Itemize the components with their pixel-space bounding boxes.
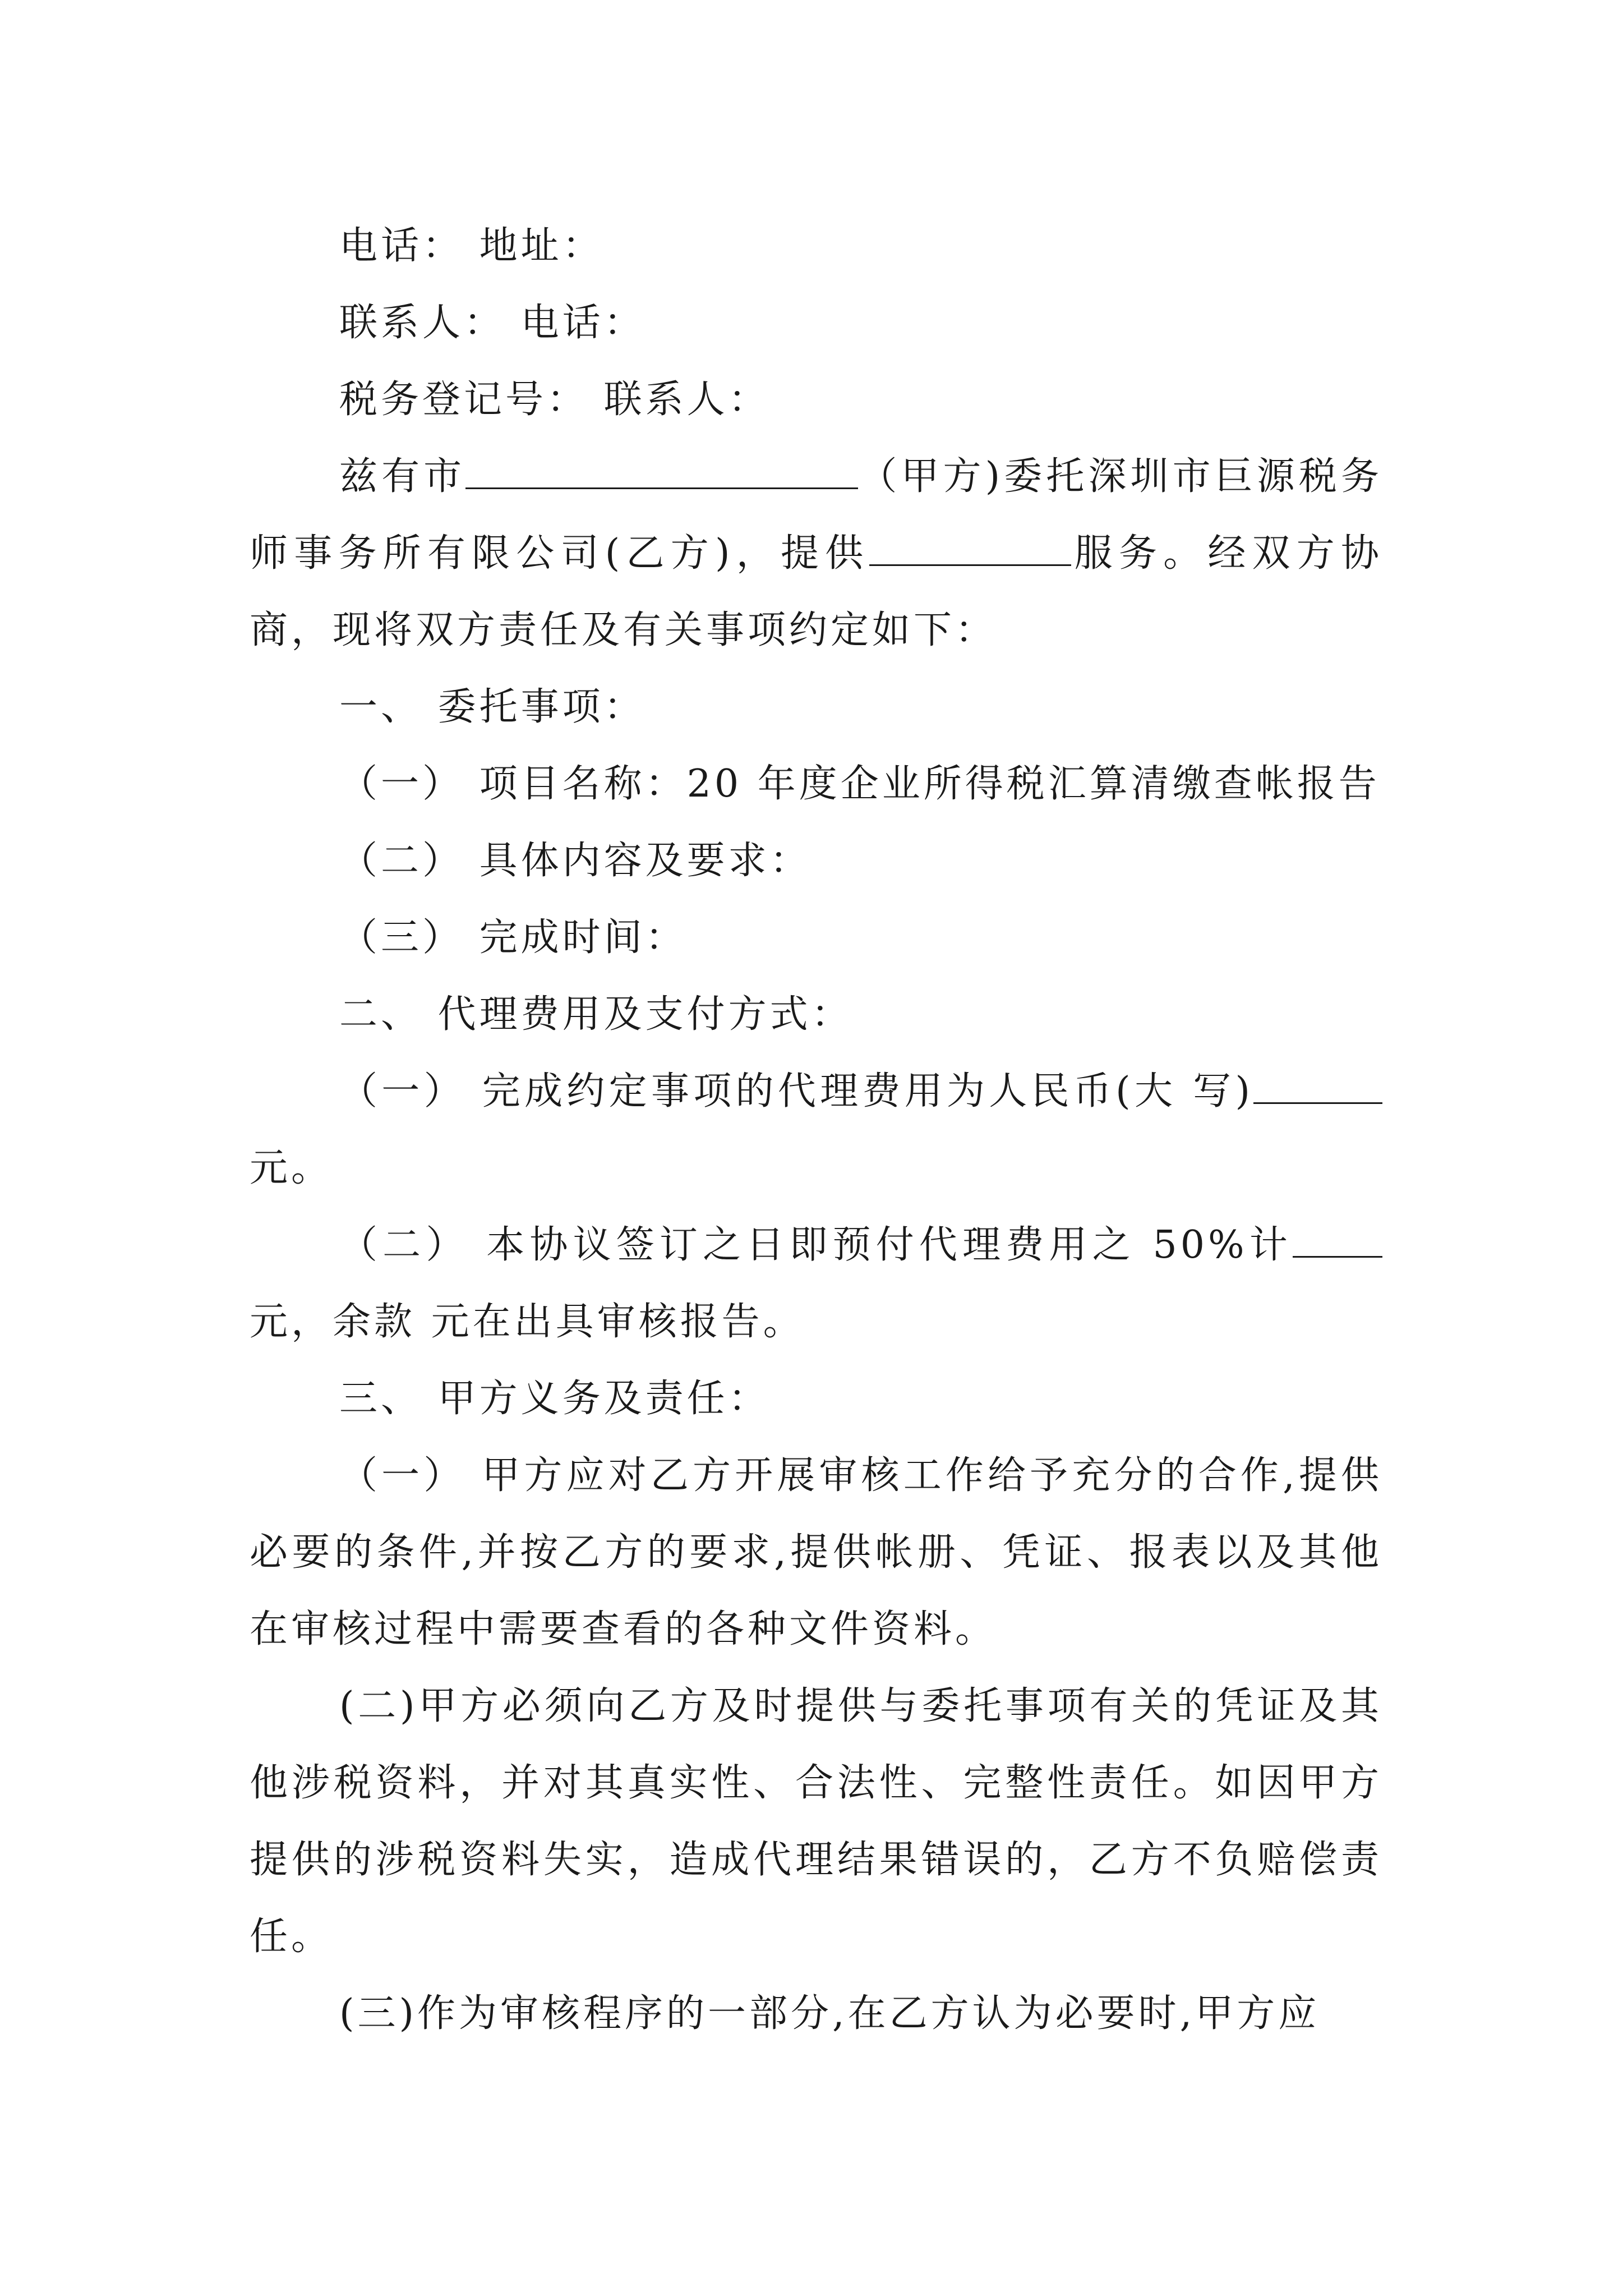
section3-heading: 三、 甲方义务及责任： bbox=[339, 1377, 770, 1421]
section3-item-1: （一） 甲方应对乙方开展审核工作给予充分的合作,提供必要的条件,并按乙方的要求,提供帐册、凭证、报表以及其他在审核过程中需要查看的各种文件资料。 bbox=[250, 1453, 1382, 1651]
section1-heading: 一、 委托事项： bbox=[339, 685, 645, 729]
contact-phone-line: 联系人： 电话： bbox=[339, 301, 645, 345]
prepay-amount-blank bbox=[1293, 1222, 1382, 1258]
section2-item-2 bbox=[250, 1207, 1382, 1360]
section2-heading: 二、 代理费用及支付方式： bbox=[339, 992, 853, 1037]
intro-middle: （甲方)委托深圳市巨源税务师事务所有限公司(乙方)，提供 bbox=[250, 454, 1382, 576]
intro-paragraph bbox=[250, 438, 1382, 669]
section1-item-1: （一） 项目名称：20 年度企业所得税汇算清缴查帐报告 bbox=[339, 762, 1380, 806]
fee-amount-blank bbox=[1253, 1069, 1382, 1104]
section1-item-2: （二） 具体内容及要求： bbox=[339, 839, 811, 883]
service-blank bbox=[869, 531, 1071, 566]
prepay-suffix: 元，余款 元在出具审核报告。 bbox=[250, 1300, 805, 1344]
prepay-text: （二） 本协议签订之日即预付代理费用之 50%计 bbox=[339, 1223, 1293, 1267]
fee-amount-text: （一） 完成约定事项的代理费用为人民币(大 写) bbox=[339, 1069, 1253, 1114]
section3-item-3: (三)作为审核程序的一部分,在乙方认为必要时,甲方应 bbox=[339, 1991, 1320, 2036]
document-body bbox=[250, 208, 1382, 2052]
client-name-blank bbox=[465, 454, 858, 489]
intro-prefix: 兹有市 bbox=[339, 454, 466, 499]
section3-item-2: (二)甲方必须向乙方及时提供与委托事项有关的凭证及其他涉税资料，并对其真实性、合法性、完整性责任。如因甲方提供的涉税资料失实，造成代理结果错误的，乙方不负赔偿责任。 bbox=[250, 1684, 1382, 1959]
phone-address-line: 电话： 地址： bbox=[339, 224, 604, 268]
section1-item-3: （三） 完成时间： bbox=[339, 915, 687, 960]
tax-registration-line: 税务登记号： 联系人： bbox=[339, 378, 770, 422]
section2-item-1 bbox=[250, 1053, 1382, 1207]
fee-amount-suffix: 元。 bbox=[250, 1146, 333, 1190]
intro-suffix: 服务。经双方协商，现将双方责任及有关事项约定如下： bbox=[250, 531, 1382, 652]
